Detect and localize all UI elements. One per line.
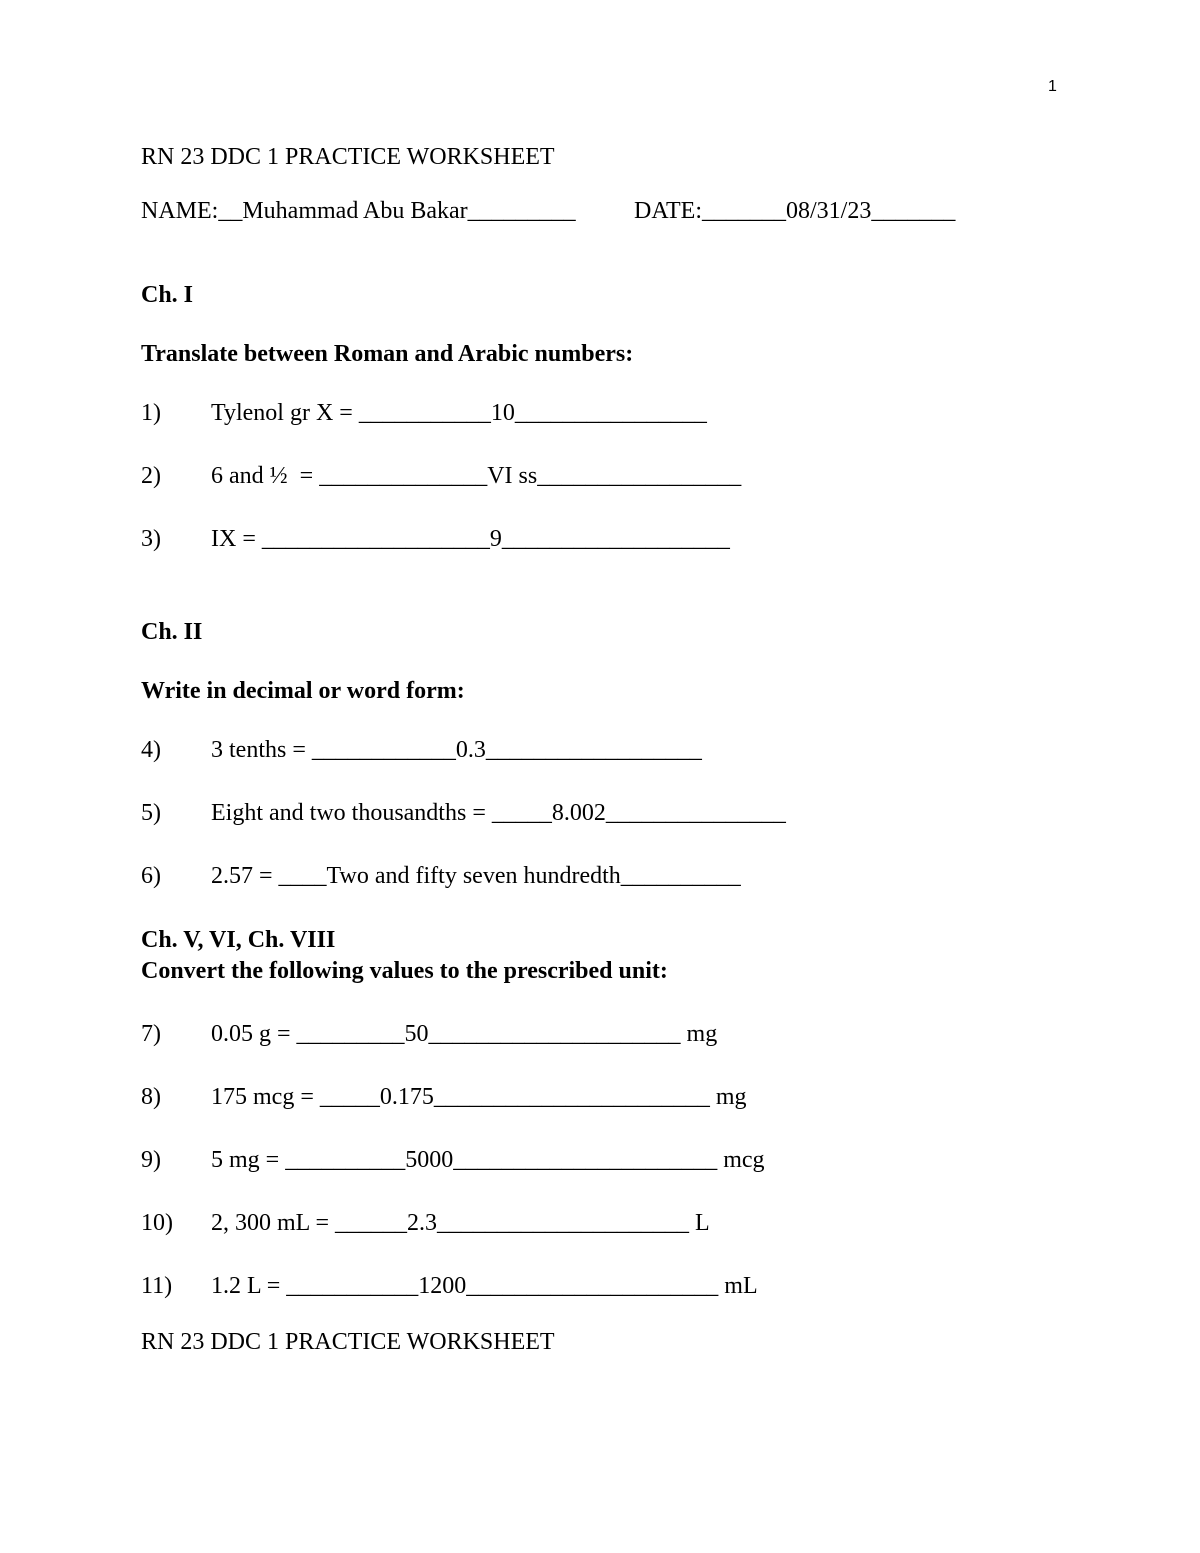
page-number: 1 <box>1048 78 1057 95</box>
question-number: 4) <box>141 737 161 763</box>
question-number: 11) <box>141 1273 173 1299</box>
chapter-3-instruction: Convert the following values to the prescribed unit: <box>141 958 668 984</box>
question-number: 8) <box>141 1084 161 1110</box>
chapter-2-instruction: Write in decimal or word form: <box>141 678 465 704</box>
worksheet-title: RN 23 DDC 1 PRACTICE WORKSHEET <box>141 144 555 170</box>
question-text: 5 mg = __________5000______________________ mcg <box>211 1147 765 1173</box>
question-text: IX = ___________________9___________________ <box>211 526 730 552</box>
question-number: 3) <box>141 526 161 552</box>
question-number: 10) <box>141 1210 173 1236</box>
question-text: 175 mcg = _____0.175_______________________ mg <box>211 1084 747 1110</box>
question-text: 1.2 L = ___________1200_____________________ mL <box>211 1273 758 1299</box>
chapter-2-heading: Ch. II <box>141 619 203 645</box>
question-text: 0.05 g = _________50_____________________ mg <box>211 1021 718 1047</box>
question-number: 2) <box>141 463 161 489</box>
chapter-1-instruction: Translate between Roman and Arabic numbers: <box>141 341 634 367</box>
chapter-3-heading: Ch. V, VI, Ch. VIII <box>141 927 336 953</box>
question-text: 2, 300 mL = ______2.3_____________________ L <box>211 1210 710 1236</box>
question-number: 5) <box>141 800 161 826</box>
question-number: 1) <box>141 400 161 426</box>
question-text: 3 tenths = ____________0.3__________________ <box>211 737 702 763</box>
question-number: 9) <box>141 1147 161 1173</box>
question-text: 2.57 = ____Two and fifty seven hundredth__________ <box>211 863 741 889</box>
chapter-1-heading: Ch. I <box>141 282 194 308</box>
question-text: Eight and two thousandths = _____8.002_______________ <box>211 800 786 826</box>
question-text: 6 and ½ = ______________VI ss_________________ <box>211 463 742 489</box>
question-number: 7) <box>141 1021 161 1047</box>
footer-title: RN 23 DDC 1 PRACTICE WORKSHEET <box>141 1329 555 1355</box>
date-field: DATE:_______08/31/23_______ <box>634 198 956 224</box>
question-number: 6) <box>141 863 161 889</box>
name-field: NAME:__Muhammad Abu Bakar_________ <box>141 198 576 224</box>
question-text: Tylenol gr X = ___________10________________ <box>211 400 707 426</box>
